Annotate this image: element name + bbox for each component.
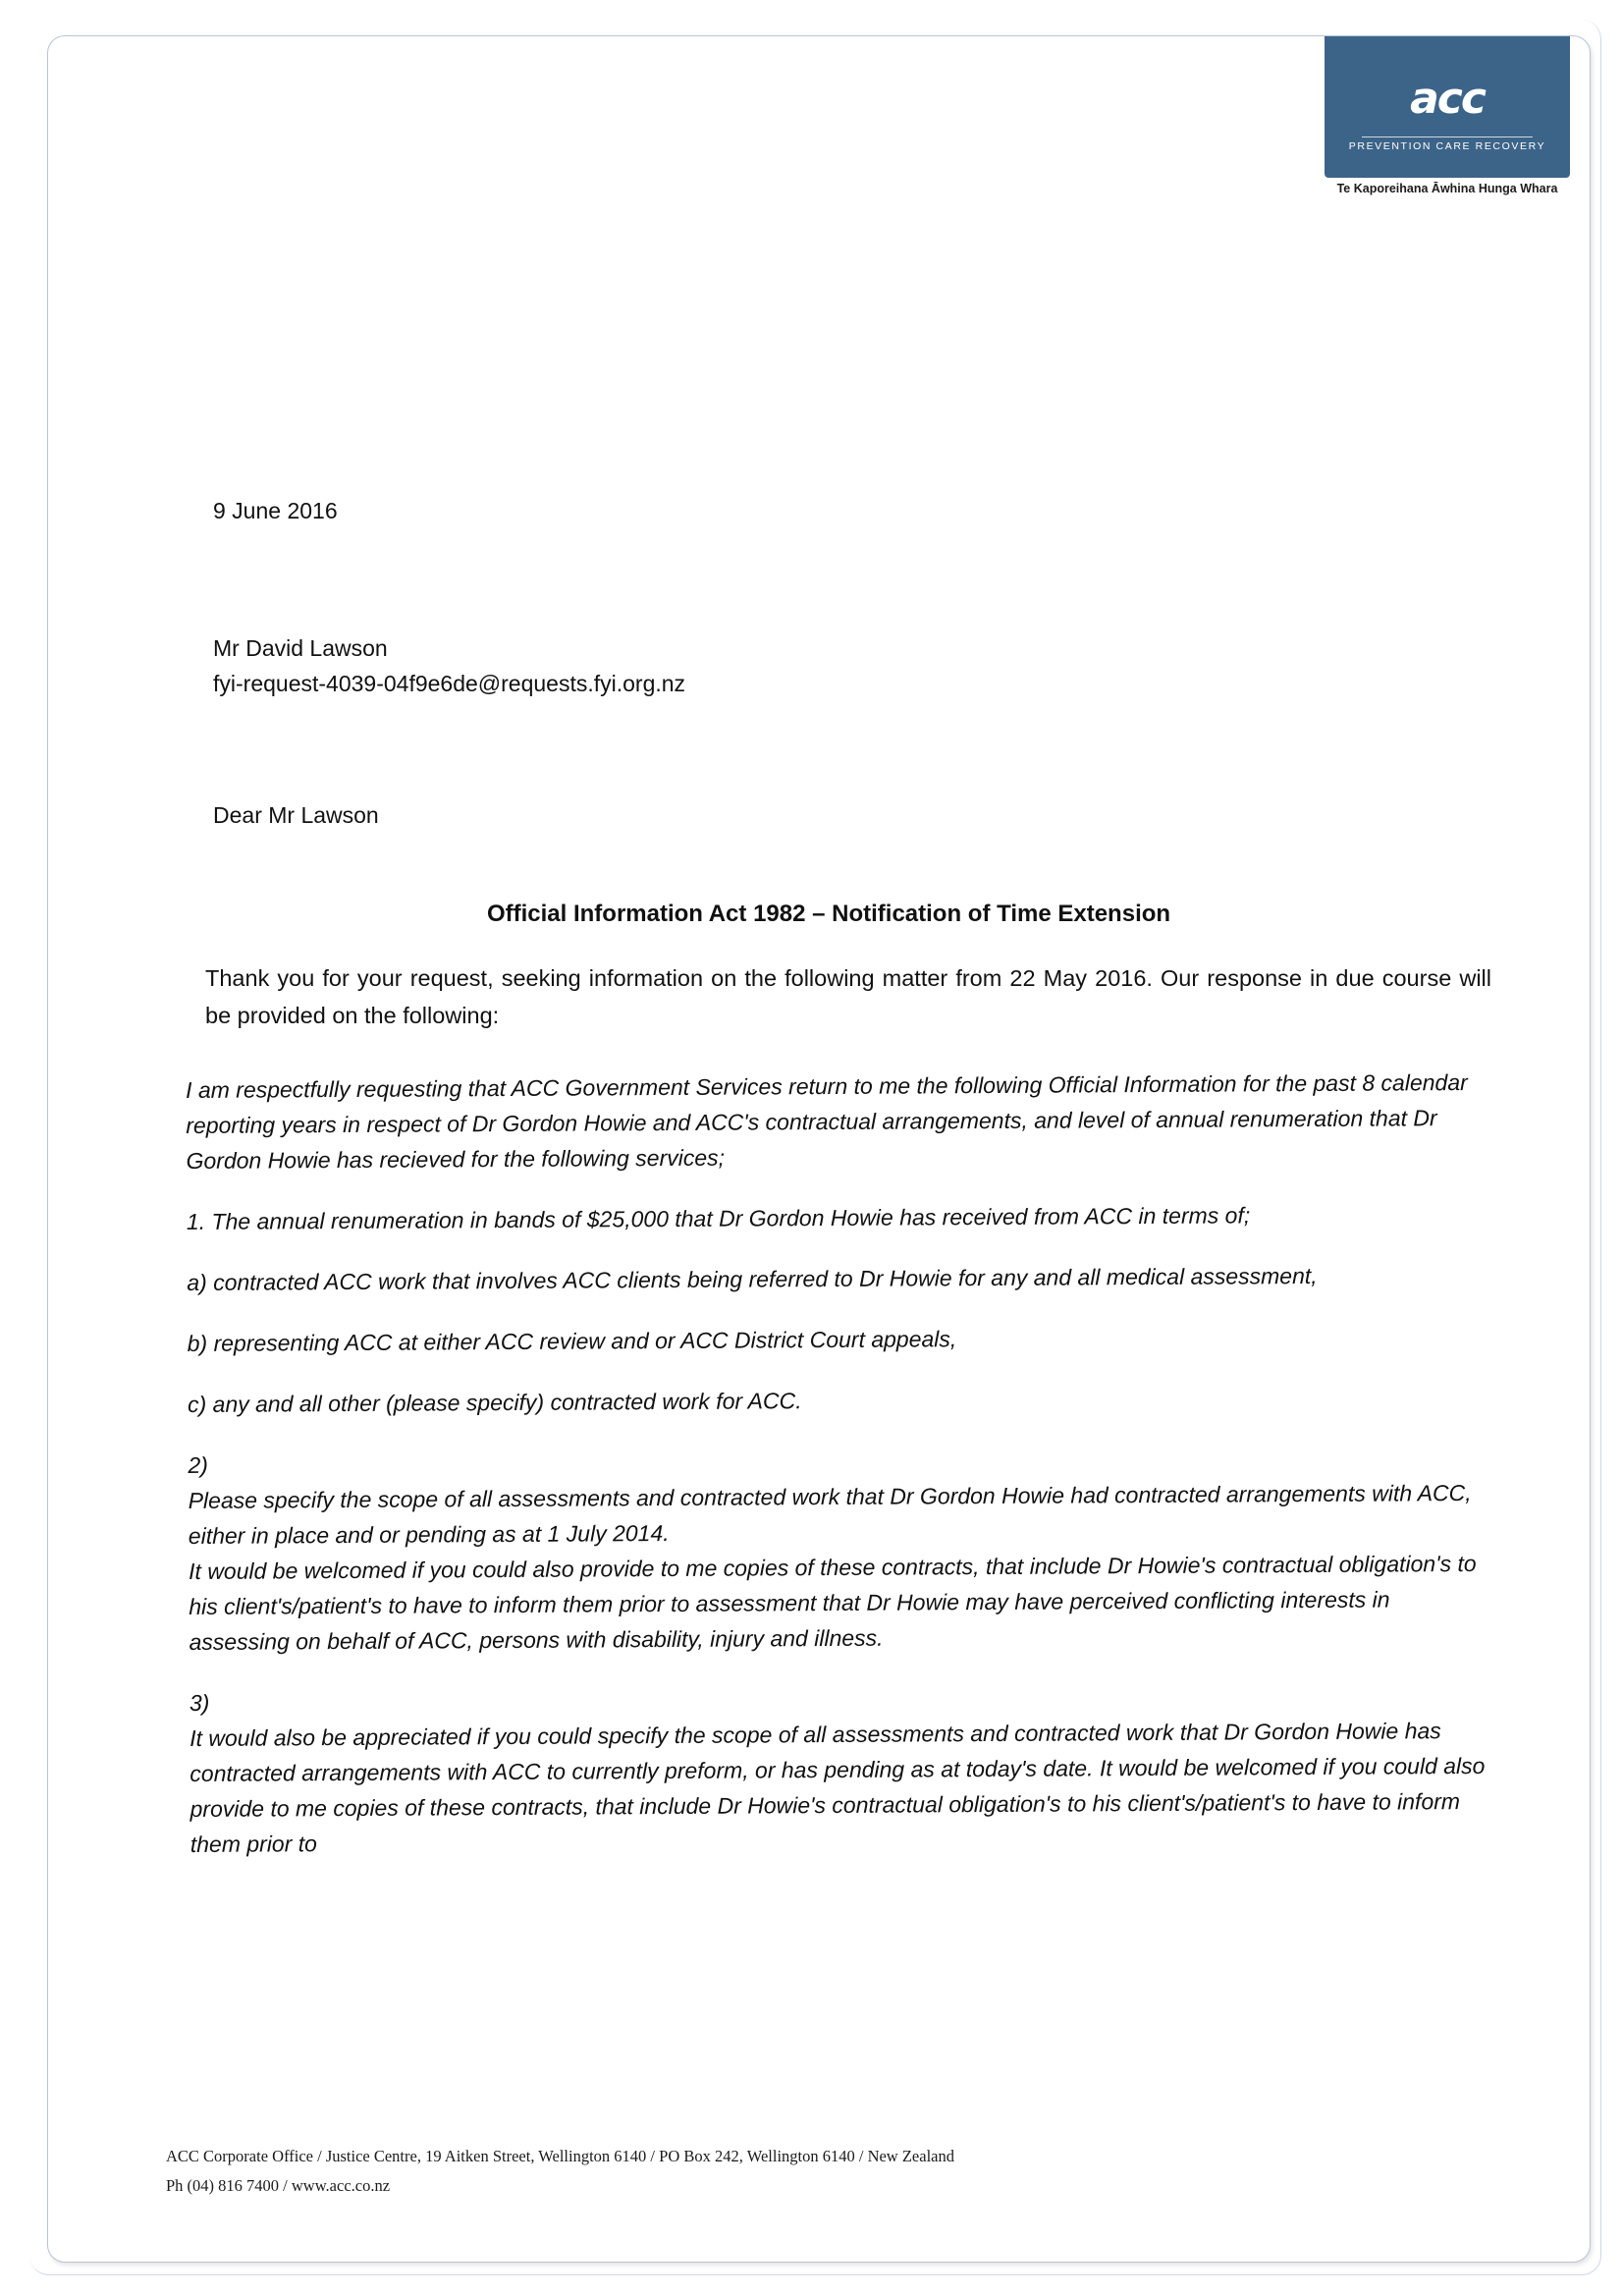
letter-intro-paragraph: Thank you for your request, seeking information on the following matter from 22 May 2016. Our response in due course will be provided on the following: (205, 965, 1491, 1028)
quote-item-number: 3) (189, 1689, 210, 1716)
recipient-email: fyi-request-4039-04f9e6de@requests.fyi.org.nz (213, 671, 686, 696)
letter-addressee (213, 630, 685, 701)
quoted-request-block (186, 1065, 1496, 1887)
letter-footer (166, 2142, 1491, 2201)
scanned-letter-page (47, 35, 1591, 2263)
letter-salutation: Dear Mr Lawson (213, 802, 379, 828)
page-right-edge (1609, 0, 1623, 2296)
footer-address-line: ACC Corporate Office / Justice Centre, 19 Aitken Street, Wellington 6140 / PO Box 242, Wellington 6140 / New Zealand (166, 2147, 954, 2165)
logo-tagline: PREVENTION CARE RECOVERY (1348, 140, 1546, 152)
recipient-name: Mr David Lawson (213, 635, 388, 661)
logo-maori-name: Te Kaporeihana Āwhina Hunga Whara (1336, 182, 1558, 195)
quote-paragraph: b) representing ACC at either ACC review and or ACC District Court appeals, (187, 1326, 957, 1356)
quote-paragraph: c) any and all other (please specify) contracted work for ACC. (187, 1388, 802, 1417)
quote-item-number: 2) (188, 1451, 208, 1478)
quote-paragraph: I am respectfully requesting that ACC Government Services return to me the following Official Information for the past 8 calendar reporting years in respect of Dr Gordon Howie and ACC's contractual arrangements, and level of annual renumeration that Dr Gordon Howie has recieved for the following services; (186, 1069, 1468, 1174)
letter-subject-heading: Official Information Act 1982 – Notification of Time Extension (486, 901, 1171, 927)
quote-paragraph: 1. The annual renumeration in bands of $25,000 that Dr Gordon Howie has received from ACC in terms of; (186, 1202, 1251, 1234)
letter-date: 9 June 2016 (213, 498, 338, 523)
footer-contact-line: Ph (04) 816 7400 / www.acc.co.nz (166, 2176, 391, 2195)
quote-paragraph: It would also be appreciated if you could specify the scope of all assessments and contracted work that Dr Gordon Howie has contracted arrangements with ACC to currently preform, or has pending as at today's date. It would be welcomed if you could also provide to me copies of these contracts, that include Dr Howie's contractual obligation's to his client's/patient's to have to inform them prior to (189, 1718, 1486, 1857)
acc-wordmark: acc (1410, 74, 1485, 124)
quote-paragraph: It would be welcomed if you could also provide to me copies of these contracts, that include Dr Howie's contractual obligation's to his client's/patient's to have to inform them prior to assessment that Dr Howie may have perceived conflicting interests in assessing on behalf of ACC, persons with disability, injury and illness. (189, 1550, 1477, 1655)
quote-paragraph: a) contracted ACC work that involves ACC clients being referred to Dr Howie for any and all medical assessment, (187, 1262, 1318, 1295)
acc-logo (1325, 35, 1570, 219)
quote-paragraph: Please specify the scope of all assessments and contracted work that Dr Gordon Howie had contracted arrangements with ACC, either in place and or pending as at 1 July 2014. (188, 1480, 1472, 1549)
logo-background (1325, 35, 1570, 178)
